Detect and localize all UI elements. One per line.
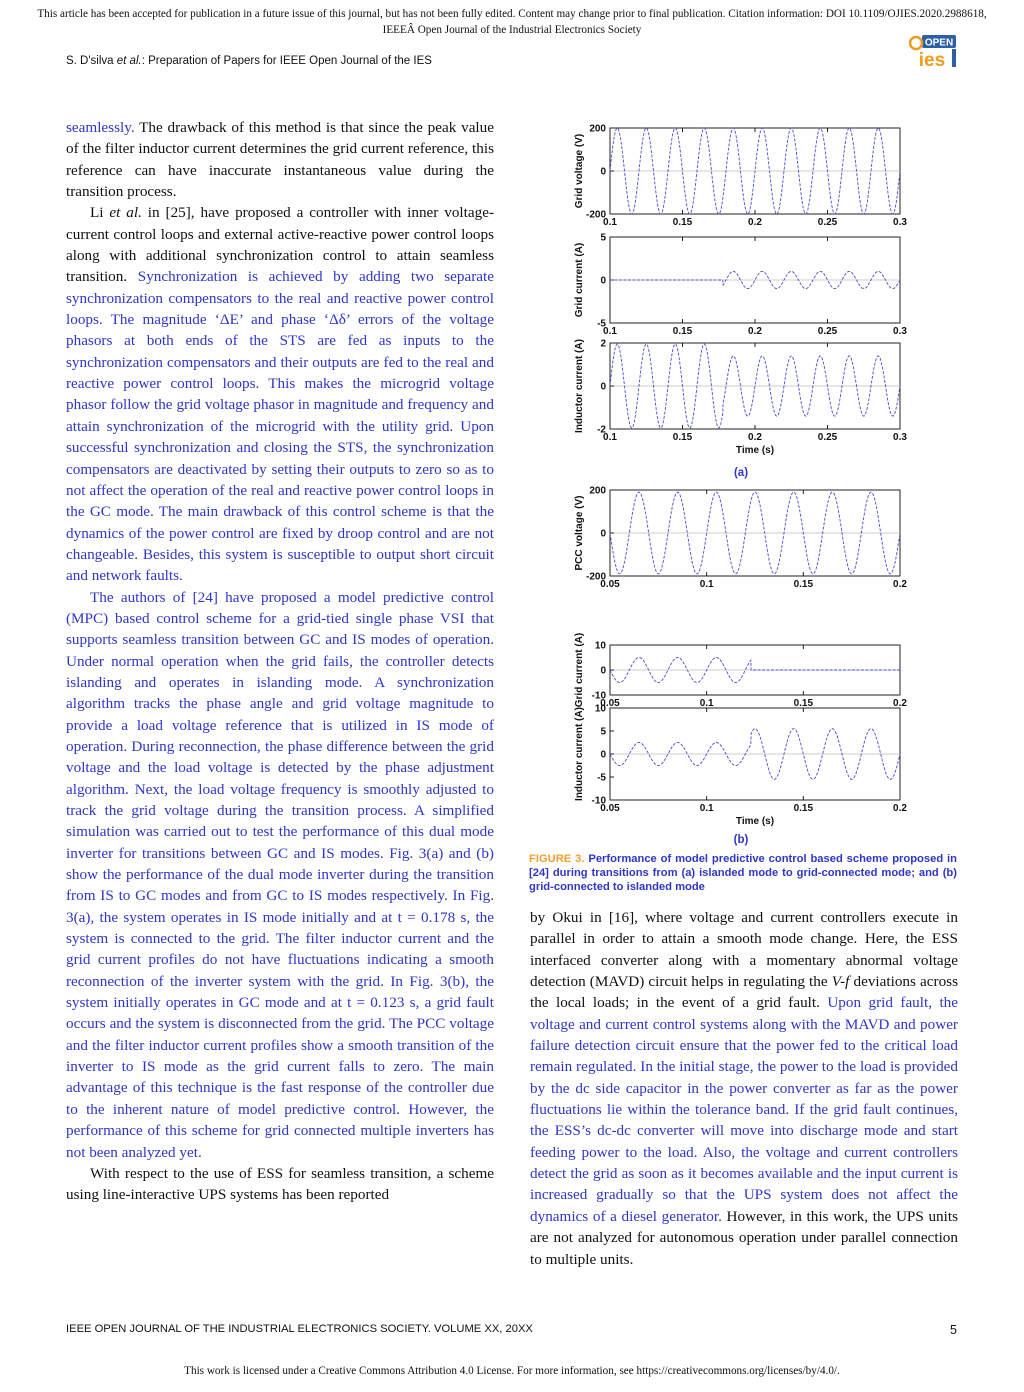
x-tick-label: 0.15 [672,217,693,228]
x-tick-label: 0.1 [699,803,714,814]
x-tick-label: 0.1 [603,217,617,228]
x-axis-label: Time (s) [735,816,775,827]
y-tick-label: 0 [600,665,606,677]
x-tick-label: 0.05 [600,579,620,590]
x-tick-label: 0.3 [893,326,907,337]
running-head-etal: et al. [116,55,142,67]
p2-blue-text: Synchronization is achieved by adding two separate synchronization compensators to the real and reactive power control loops. The magnitude ‘ΔE’ and phase ‘Δδ’ errors of the voltage phasors at both ends of the STS are fed as inputs to the synchronization compensators and their outputs are fed to the real and reactive power control loops. This makes the microgrid voltage phasor follow the grid voltage phasor in magnitude and frequency and attain synchronization of the microgrid with the utility grid. Upon successful synchronization and closing the STS, the synchronization compensators are deactivated by setting their outputs to zero so as to not affect the operation of the real and reactive power control loops in the GC mode. The main drawback of this control scheme is that the dynamics of the power control are fixed by droop control and are not changeable. Besides, this system is susceptible to output short circuit and network faults. [66,268,495,585]
caption-text: Performance of model predictive control based scheme proposed in [24] during transitions from (a) islanded mode to grid-connected mode; and (b) grid-connected to islanded mode [529,853,957,894]
left-column [66,117,494,1206]
caption-label: FIGURE 3. [529,853,585,865]
paragraph-4: With respect to the use of ESS for seamless transition, a scheme using line-interactive UPS systems has been reported [66,1164,494,1204]
rp-text-c: However, in this work, the UPS units are not analyzed for autonomous operation under parallel connection to multiple units. [530,1207,958,1268]
y-tick-label: 0 [600,275,606,287]
rp-vf: V-f [831,973,850,991]
y-tick-label: -5 [597,772,606,784]
y-tick-label: 0 [600,381,606,393]
x-tick-label: 0.2 [748,326,762,337]
subplot-4 [574,486,907,591]
page-number: 5 [950,1323,957,1337]
x-tick-label: 0.2 [748,217,762,228]
y-axis-label: Grid current (A) [574,632,585,708]
x-tick-label: 0.15 [793,698,814,709]
logo-open-text: OPEN [924,37,954,49]
paragraph-2 [66,202,494,586]
x-tick-label: 0.15 [672,326,693,337]
y-tick-label: -5 [597,318,606,330]
x-tick-label: 0.2 [893,579,907,590]
publication-notice [0,6,1024,38]
y-tick-label: 10 [594,703,606,715]
x-tick-label: 0.15 [793,803,814,814]
x-tick-label: 0.25 [817,326,838,337]
x-tick-label: 0.2 [893,803,907,814]
y-tick-label: 0 [600,749,606,761]
y-tick-label: -2 [597,424,606,436]
y-tick-label: 10 [594,640,606,652]
y-tick-label: 200 [589,485,606,497]
y-tick-label: -200 [585,209,606,221]
x-tick-label: 0.15 [672,432,693,443]
y-tick-label: 5 [600,232,606,244]
x-tick-label: 0.05 [600,803,620,814]
y-tick-label: 200 [589,123,606,135]
running-head [66,55,432,67]
x-tick-label: 0.2 [893,698,907,709]
y-tick-label: 0 [600,528,606,540]
subplot-3 [574,339,907,457]
p1-text: The drawback of this method is that since the peak value of the filter inductor current determines the grid current reference, this reference can have inaccurate instantaneous value during the transition process. [66,119,494,201]
x-tick-label: 0.2 [748,432,762,443]
publication-notice-line2: IEEEÂ Open Journal of the Industrial Electronics Society [382,24,642,36]
subplot-6 [574,704,907,828]
x-tick-label: 0.1 [699,698,714,709]
y-axis-label: Inductor current (A) [574,707,585,801]
subfigure-a-label: (a) [733,467,749,479]
x-tick-label: 0.15 [793,579,814,590]
p2-etal: et al. [109,204,142,222]
subplot-5 [574,633,907,709]
running-head-title: : Preparation of Papers for IEEE Open Journal of the IES [141,55,432,67]
y-tick-label: -10 [591,795,606,807]
x-tick-label: 0.3 [893,432,907,443]
rp-text-a: by Okui in [16], where voltage and current controllers execute in parallel in order to attain a smooth mode change. Here, the ESS interfaced converter along with a momentary abnormal voltage detection (MAVD) circuit helps in regulating the [530,909,958,991]
running-head-authors: S. D'silva [66,55,117,67]
figure-3-plots [530,110,960,910]
paragraph-1 [66,117,494,202]
y-axis-label: Grid current (A) [574,242,585,318]
y-axis-label: Inductor current (A) [574,339,585,433]
subplot-2 [574,233,907,338]
footer-journal: IEEE OPEN JOURNAL OF THE INDUSTRIAL ELECTRONICS SOCIETY. VOLUME XX, 20XX [66,1323,533,1335]
y-tick-label: 0 [600,166,606,178]
figure-caption [529,852,957,895]
x-tick-label: 0.25 [817,217,838,228]
subplot-1 [574,124,907,229]
y-tick-label: -200 [585,571,606,583]
y-tick-label: -10 [591,690,606,702]
rp-text-b: deviations across the local loads; in the event of a grid fault. [530,973,958,1012]
y-axis-label: PCC voltage (V) [574,495,585,571]
right-paragraph [530,907,958,1270]
p1-blue-text: seamlessly. [66,119,135,136]
rp-blue-text: Upon grid fault, the voltage and current control systems along with the MAVD and power failure detection circuit ensure that the power fed to the critical load remain regulated. In the initial stage, the power to the load is provided by the dc side capacitor in the power converter as far as the power fluctuations lie within the tolerance band. If the grid fault continues, the ESS’s dc-dc converter will move into discharge mode and start feeding power to the load. Also, the voltage and current controllers detect the grid as soon as it becomes available and the input current is increased gradually so that the UPS system does not affect the dynamics of a diesel generator. [530,994,958,1225]
p2-text-a: Li [90,204,110,222]
y-tick-label: 5 [600,726,606,738]
right-column [530,907,958,1270]
x-tick-label: 0.25 [817,432,838,443]
subfigure-b-label: (b) [733,834,749,846]
x-tick-label: 0.1 [603,432,617,443]
x-tick-label: 0.05 [600,698,620,709]
y-axis-label: Grid voltage (V) [574,133,585,209]
license-notice: This work is licensed under a Creative Commons Attribution 4.0 License. For more information, see https://creativecommons.org/licenses/by/4.0/. [184,1365,840,1377]
logo-ies-text: ies [918,50,946,69]
publication-notice-line1: This article has been accepted for publication in a future issue of this journal, but has not been fully edited. Content may change prior to final publication. Citation information: DOI 10.1109/OJIES.2020.2988618, [37,8,987,20]
y-tick-label: 2 [600,338,606,350]
p2-text-b: in [25], have proposed a controller with inner voltage-current control loops and external active-reactive power control loops along with additional synchronization control to attain seamless transition. [66,204,494,286]
x-tick-label: 0.1 [699,579,714,590]
x-axis-label: Time (s) [735,445,775,456]
paragraph-3: The authors of [24] have proposed a model predictive control (MPC) based control scheme for a grid-tied single phase VSI that supports seamless transition between GC and IS modes of operation. Under normal operation when the grid fails, the controller detects islanding and operates in islanding mode. A synchronization algorithm tracks the phase angle and grid voltage magnitude to provide a load voltage reference that is utilized in IS mode of operation. During reconnection, the phase difference between the grid voltage and the load voltage is detected by the phase adjustment algorithm. Next, the load voltage frequency is smoothly adjusted to track the grid voltage during the transition process. A simplified simulation was carried out to test the performance of this dual mode inverter for transitions between GC and IS modes. Fig. 3(a) and (b) show the performance of the dual mode inverter during the transition from IS to GC modes and from GC to IS modes respectively. In Fig. 3(a), the system operates in IS mode initially and at t = 0.178 s, the system is connected to the grid. The filter inductor current and the grid current profiles do not have fluctuations indicating a smooth reconnection of the inverter system with the grid. In Fig. 3(b), the system initially operates in GC mode and at t = 0.123 s, a grid fault occurs and the system is disconnected from the grid. The PCC voltage and the filter inductor current profiles show a smooth transition of the inverter to IS mode as the grid current falls to zero. The main advantage of this technique is the fast response of the controller due to the inherent nature of model predictive control. However, the performance of this scheme for grid connected multiple inverters has not been analyzed yet. [66,588,494,1161]
x-tick-label: 0.1 [603,326,617,337]
ojies-logo [908,31,958,69]
x-tick-label: 0.3 [893,217,907,228]
